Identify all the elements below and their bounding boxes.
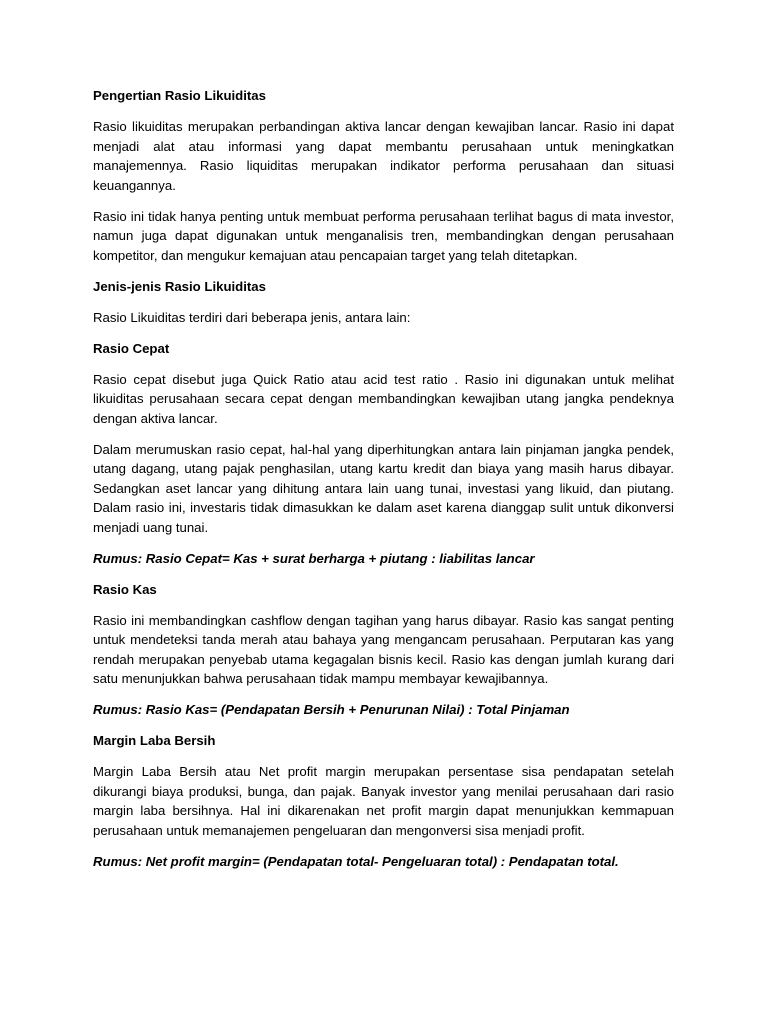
document-page — [93, 86, 674, 883]
paragraph-rasio-kas: Rasio ini membandingkan cashflow dengan tagihan yang harus dibayar. Rasio kas sangat penting untuk mendeteksi tanda merah atau bahaya yang mengancam perusahaan. Perputaran kas yang rendah merupakan penyebab utama kegagalan bisnis kecil. Rasio kas dengan jumlah kurang dari satu menunjukkan bahwa perusahaan tidak mampu membayar kewajibannya. — [93, 612, 674, 686]
paragraph-importance: Rasio ini tidak hanya penting untuk membuat performa perusahaan terlihat bagus di mata investor, namun juga dapat digunakan untuk menganalisis tren, membandingkan dengan perusahaan kompetitor, dan mengukur kemajuan atau pencapaian target yang telah ditetapkan. — [93, 208, 674, 263]
section-heading-rasio-kas: Rasio Kas — [93, 581, 157, 597]
section-heading-margin-laba: Margin Laba Bersih — [93, 733, 216, 748]
paragraph-types-intro: Rasio Likuiditas terdiri dari beberapa jenis, antara lain: — [93, 309, 411, 325]
formula-net-profit-margin: Rumus: Net profit margin= (Pendapatan total- Pengeluaran total) : Pendapatan total. — [93, 853, 619, 869]
section-heading-rasio-cepat: Rasio Cepat — [93, 340, 170, 356]
section-heading-jenis: Jenis-jenis Rasio Likuiditas — [93, 278, 266, 294]
formula-rasio-cepat: Rumus: Rasio Cepat= Kas + surat berharga + piutang : liabilitas lancar — [93, 550, 535, 566]
paragraph-margin-laba: Margin Laba Bersih atau Net profit margin merupakan persentase sisa pendapatan setelah dikurangi biaya produksi, bunga, dan pajak. Banyak investor yang menilai perusahaan dari rasio margin laba bersihnya. Hal ini dikarenakan net profit margin dapat menunjukkan kemmapuan perusahaan untuk memanajemen pengeluaran dan mengonversi sisa menjadi profit. — [93, 764, 674, 838]
paragraph-definition: Rasio likuiditas merupakan perbandingan aktiva lancar dengan kewajiban lancar. Rasio ini dapat menjadi alat atau informasi yang dapat membantu perusahaan untuk meningkatkan manajemennya. Rasio liquiditas merupakan indikator performa perusahaan dan situasi keuangannya. — [93, 119, 674, 193]
paragraph-rasio-cepat-1: Rasio cepat disebut juga Quick Ratio atau acid test ratio . Rasio ini digunakan untuk melihat likuiditas perusahaan secara cepat dengan membandingkan kewajiban utang jangka pendeknya dengan aktiva lancar. — [93, 371, 674, 426]
paragraph-rasio-cepat-2: Dalam merumuskan rasio cepat, hal-hal yang diperhitungkan antara lain pinjaman jangka pendek, utang dagang, utang pajak penghasilan, utang kartu kredit dan biaya yang masih harus dibayar. Sedangkan aset lancar yang dihitung antara lain uang tunai, investasi yang likuid, dan piutang. Dalam rasio ini, investaris tidak dimasukkan ke dalam aset karena dianggap sulit untuk dikonversi menjadi uang tunai. — [93, 441, 674, 535]
section-heading-pengertian: Pengertian Rasio Likuiditas — [93, 88, 266, 103]
formula-rasio-kas: Rumus: Rasio Kas= (Pendapatan Bersih + Penurunan Nilai) : Total Pinjaman — [93, 702, 570, 717]
